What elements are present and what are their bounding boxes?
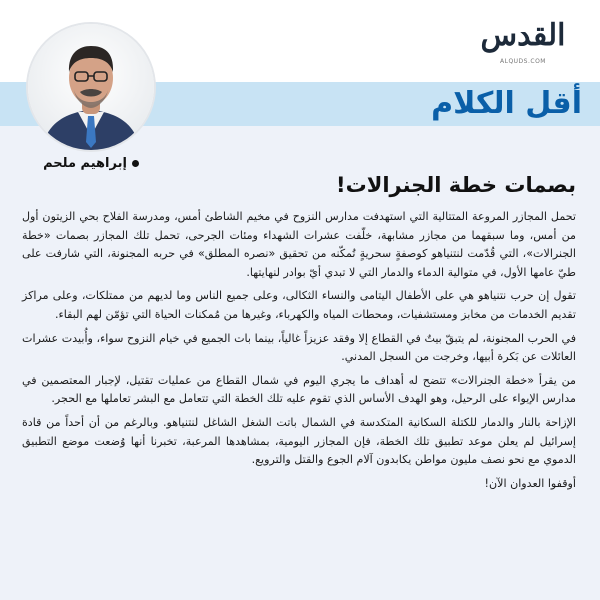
logo-text: القدس: [480, 18, 566, 53]
article-body: [22, 208, 576, 498]
author-portrait-icon: [28, 24, 154, 150]
article-paragraph: تقول إن حرب نتنياهو هي على الأطفال اليتامى والنساء الثكالى، وعلى جميع الناس وما لديهم من ممتلكات، وعلى مراكز تقديم الخدمات من مخابز ومستشفيات، ومحطات المياه والكهرباء، وغيرها من مُمكنات الحياة التي تؤمّن لهم البقاء.: [22, 289, 576, 321]
author-photo: [28, 24, 154, 150]
article-paragraph: في الحرب المجنونة، لم يتبقّ بيتٌ في القطاع إلا وفقد عزيزاً غالياً، بينما بات الجميع في خيام النزوح سواء، وأُبيدت عشرات العائلات عن بَكرة أبيها، وخرجت من السجل المدني.: [22, 331, 576, 364]
article-paragraph: من يقرأ «خطة الجنرالات» تتضح له أهداف ما يجري اليوم في شمال القطاع من عمليات تقتيل، لإجبار المعتصمين في مدارس الإيواء على الرحيل، وهو الهدف الأساس الذي تقوم عليه تلك الخطة التي تتعامل مع البشر تعاملها مع الحجر.: [22, 373, 576, 406]
article-paragraph: تحمل المجازر المروعة المتتالية التي استهدفت مدارس النزوح في مخيم الشاطئ أمس، ومدرسة الفلاح بحي الزيتون أول من أمس، وما سبقهما من مجازر مشابهة، خلّفت عشرات الشهداء ومئات الجرحى، تحمل تلك المجازر بصمات «خطة الجنرالات»، التي قُدّمت لنتنياهو كوصفةٍ سحريةٍ تُمكّنه من تحقيق «نصره المطلق» في حربه المجنونة، التي شارفت على طيّ عامها الأول، في متوالية الدماء والدمار التي لا تبدي أيّ بوادر لنهايتها.: [22, 210, 576, 279]
article-headline: بصمات خطة الجنرالات!: [336, 173, 576, 197]
author-name: إبراهيم ملحم: [43, 156, 127, 171]
bullet-dot-icon: [132, 160, 139, 167]
column-title: أقل الكلام: [431, 86, 582, 121]
logo-subtitle: ALQUDS.COM: [500, 58, 546, 65]
author-byline: [24, 156, 158, 171]
newspaper-logo: [468, 14, 578, 70]
article-paragraph: الإزاحة بالنار والدمار للكتلة السكانية المتكدسة في الشمال باتت الشغل الشاغل لنتنياهو. وبالرغم من أن أحداً من قادة إسرائيل لم يعلن موعد تطبيق تلك الخطة، فإن المجازر اليومية، بمشاهدها المرعبة، تخبرنا أنها وُضعت موضع التطبيق الدموي مع نحو نصف مليون مواطن يكابدون آلام الجوع والقتل والترويع.: [22, 415, 576, 467]
article-paragraph: أوقفوا العدوان الآن!: [484, 476, 576, 490]
